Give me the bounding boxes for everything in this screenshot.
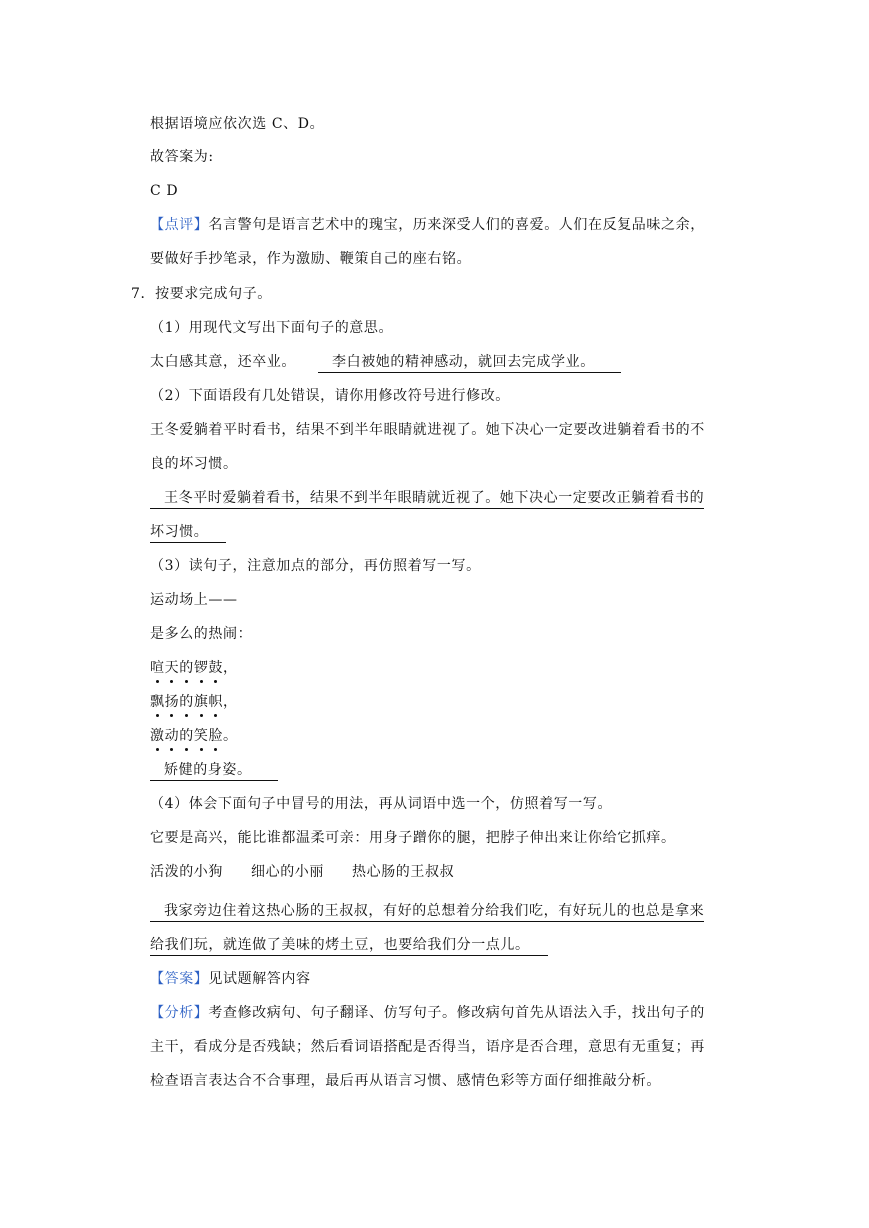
text-line: 太白感其意，还卒业。 李白被她的精神感动，就回去完成学业。 xyxy=(150,352,621,372)
part-label: （2）下面语段有几处错误，请你用修改符号进行修改。 xyxy=(150,388,510,404)
answer-underline: 王冬平时爱躺着看书，结果不到半年眼睛就近视了。她下决心一定要改正躺着看书的 xyxy=(150,490,704,509)
comment-line xyxy=(150,215,705,235)
emphasis-char: 鼓 xyxy=(208,660,224,676)
text-line: 检查语言表达合不合事理，最后再从语言习惯、感情色彩等方面仔细推敲分析。 xyxy=(150,1073,661,1089)
emphasis-char: ， xyxy=(223,660,238,676)
dotted-line xyxy=(150,658,238,678)
part-label: （3）读句子，注意加点的部分，再仿照着写一写。 xyxy=(150,558,481,574)
answer-line xyxy=(150,488,704,508)
text-line: 运动场上—— xyxy=(150,592,238,608)
text-line: 良的坏习惯。 xyxy=(150,456,238,472)
text-line: 要做好手抄笔录，作为激励、鞭策自己的座右铭。 xyxy=(150,251,472,267)
answer-underline: 给我们玩，就连做了美味的烤土豆，也要给我们分一点儿。 xyxy=(150,937,548,956)
comment-tag: 【点评】 xyxy=(150,217,209,233)
emphasis-char: 的 xyxy=(179,694,194,710)
answer-underline: 矫健的身姿。 xyxy=(150,762,278,781)
emphasis-dot xyxy=(150,660,179,676)
emphasis-char: 动 xyxy=(164,728,180,744)
word-option: 细心的小丽 xyxy=(251,864,324,880)
word-options xyxy=(150,862,454,882)
part-label: （1）用现代文写出下面句子的意思。 xyxy=(150,320,394,336)
dotted-line xyxy=(150,692,238,712)
emphasis-char: 喧 xyxy=(150,660,165,676)
question-title: 7．按要求完成句子。 xyxy=(131,286,272,302)
emphasis-char: 天 xyxy=(164,660,180,676)
emphasis-char: 扬 xyxy=(164,694,180,710)
answer-line xyxy=(150,760,278,780)
answer-line xyxy=(150,935,548,955)
emphasis-char: 锣 xyxy=(193,660,209,676)
emphasis-char: 笑 xyxy=(193,728,209,744)
emphasis-char: 旗 xyxy=(193,694,209,710)
analysis-line: 【分析】考查修改病句、句子翻译、仿写句子。修改病句首先从语法入手，找出句子的 xyxy=(150,1005,705,1021)
text-line: 是多么的热闹： xyxy=(150,626,253,642)
dotted-line xyxy=(150,726,238,746)
question-number: 7． xyxy=(131,286,156,302)
emphasis-char: 飘 xyxy=(150,694,165,710)
emphasis-char: 脸 xyxy=(208,728,224,744)
emphasis-char: ， xyxy=(223,694,238,710)
text-line: 根据语境应依次选 C、D。 xyxy=(150,116,325,132)
comment-text: 名言警句是语言艺术中的瑰宝，历来深受人们的喜爱。人们在反复品味之余， xyxy=(208,217,705,233)
word-option: 活泼的小狗 xyxy=(150,864,223,880)
text-line: 故答案为: xyxy=(150,149,214,165)
text-line: 主干，看成分是否残缺；然后看词语搭配是否得当，语序是否合理，意思有无重复；再 xyxy=(150,1039,705,1055)
emphasis-char: 帜 xyxy=(208,694,224,710)
answer-line xyxy=(150,522,226,542)
analysis-tag: 【分析】 xyxy=(150,1005,209,1021)
answer-line: 【答案】见试题解答内容 xyxy=(150,971,311,987)
answer-underline: 李白被她的精神感动，就回去完成学业。 xyxy=(318,354,621,373)
emphasis-char: 的 xyxy=(179,728,194,744)
text-line: 王冬爱躺着平时看书，结果不到半年眼睛就进视了。她下决心一定要改进躺着看书的不 xyxy=(150,422,705,438)
emphasis-char: 。 xyxy=(223,728,238,744)
emphasis-char: 激 xyxy=(150,728,165,744)
answer-underline: 坏习惯。 xyxy=(150,524,226,543)
part-label: （4）体会下面句子中冒号的用法，再从词语中选一个，仿照着写一写。 xyxy=(150,796,613,812)
emphasis-char: 的 xyxy=(179,660,194,676)
answer-tag: 【答案】 xyxy=(150,971,209,987)
word-option: 热心肠的王叔叔 xyxy=(352,864,455,880)
text-line: C D xyxy=(150,183,179,199)
answer-underline: 我家旁边住着这热心肠的王叔叔，有好的总想着分给我们吃，有好玩儿的也总是拿来 xyxy=(150,903,704,922)
answer-line xyxy=(150,901,704,921)
text-line: 它要是高兴，能比谁都温柔可亲：用身子蹭你的腿，把脖子伸出来让你给它抓痒。 xyxy=(150,830,676,846)
